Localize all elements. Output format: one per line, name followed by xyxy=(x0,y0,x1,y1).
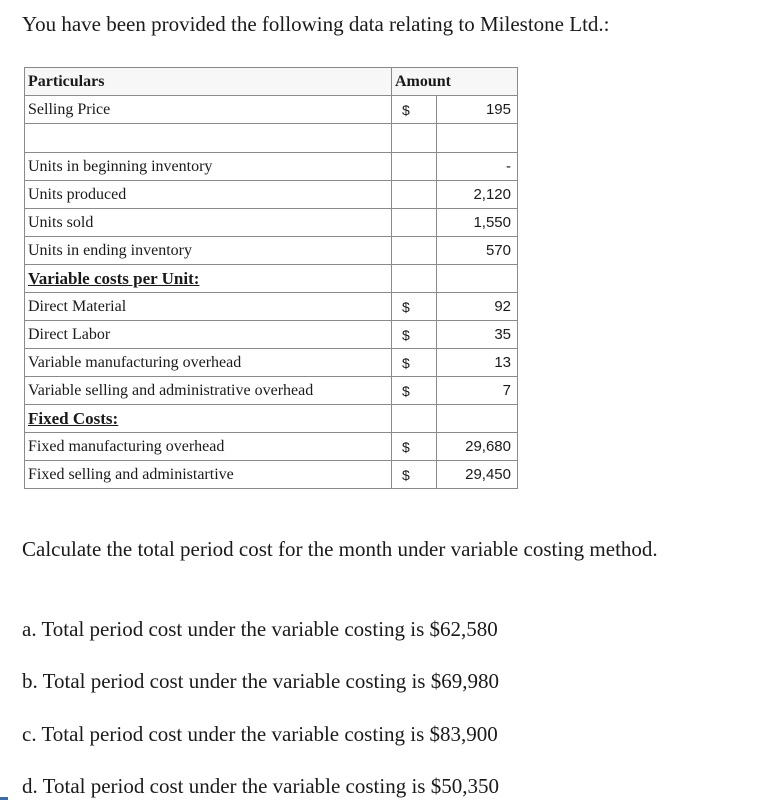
row-label: Units sold xyxy=(25,209,392,237)
row-value: 195 xyxy=(437,96,518,124)
row-label: Units produced xyxy=(25,181,392,209)
row-currency xyxy=(392,124,437,153)
table-row xyxy=(25,321,518,349)
table-header-row xyxy=(25,68,518,96)
row-label: Fixed manufacturing overhead xyxy=(25,433,392,461)
header-particulars: Particulars xyxy=(25,68,392,96)
table-row xyxy=(25,96,518,124)
table-row xyxy=(25,377,518,405)
row-currency xyxy=(392,209,437,237)
row-label: Direct Labor xyxy=(25,321,392,349)
row-value: 2,120 xyxy=(437,181,518,209)
row-label: Units in ending inventory xyxy=(25,237,392,265)
section-heading: Fixed Costs: xyxy=(25,405,392,433)
table-row xyxy=(25,461,518,489)
row-currency: $ xyxy=(392,96,437,124)
row-value xyxy=(437,265,518,293)
table-row xyxy=(25,209,518,237)
row-value: 13 xyxy=(437,349,518,377)
row-label: Units in beginning inventory xyxy=(25,153,392,181)
option-a[interactable]: a. Total period cost under the variable costing is $62,580 xyxy=(22,617,498,641)
row-label: Fixed selling and administartive xyxy=(25,461,392,489)
row-currency: $ xyxy=(392,461,437,489)
row-label: Variable manufacturing overhead xyxy=(25,349,392,377)
row-currency: $ xyxy=(392,293,437,321)
row-value: 570 xyxy=(437,237,518,265)
row-label: Variable selling and administrative overhead xyxy=(25,377,392,405)
question-text: Calculate the total period cost for the month under variable costing method. xyxy=(22,537,658,561)
data-table xyxy=(24,67,518,489)
table-row xyxy=(25,153,518,181)
row-label: Selling Price xyxy=(25,96,392,124)
table-row xyxy=(25,181,518,209)
row-currency xyxy=(392,153,437,181)
table-row xyxy=(25,349,518,377)
row-currency xyxy=(392,265,437,293)
table-row xyxy=(25,293,518,321)
row-label xyxy=(25,124,392,153)
row-currency: $ xyxy=(392,377,437,405)
row-value xyxy=(437,405,518,433)
row-value: 29,450 xyxy=(437,461,518,489)
row-label: Direct Material xyxy=(25,293,392,321)
row-value xyxy=(437,124,518,153)
intro-text: You have been provided the following data relating to Milestone Ltd.: xyxy=(22,12,610,36)
row-currency: $ xyxy=(392,433,437,461)
table-row xyxy=(25,433,518,461)
row-currency xyxy=(392,237,437,265)
section-heading: Variable costs per Unit: xyxy=(25,265,392,293)
row-currency xyxy=(392,181,437,209)
row-value: 7 xyxy=(437,377,518,405)
row-currency: $ xyxy=(392,321,437,349)
header-amount: Amount xyxy=(392,68,518,96)
section-row-variable-costs xyxy=(25,265,518,293)
option-d[interactable]: d. Total period cost under the variable costing is $50,350 xyxy=(22,774,499,798)
option-c[interactable]: c. Total period cost under the variable costing is $83,900 xyxy=(22,722,498,746)
row-currency: $ xyxy=(392,349,437,377)
table-row xyxy=(25,237,518,265)
row-value: 35 xyxy=(437,321,518,349)
table-row xyxy=(25,124,518,153)
row-value: 29,680 xyxy=(437,433,518,461)
section-row-fixed-costs xyxy=(25,405,518,433)
row-value: - xyxy=(437,153,518,181)
row-value: 92 xyxy=(437,293,518,321)
row-value: 1,550 xyxy=(437,209,518,237)
row-currency xyxy=(392,405,437,433)
option-b[interactable]: b. Total period cost under the variable costing is $69,980 xyxy=(22,669,499,693)
